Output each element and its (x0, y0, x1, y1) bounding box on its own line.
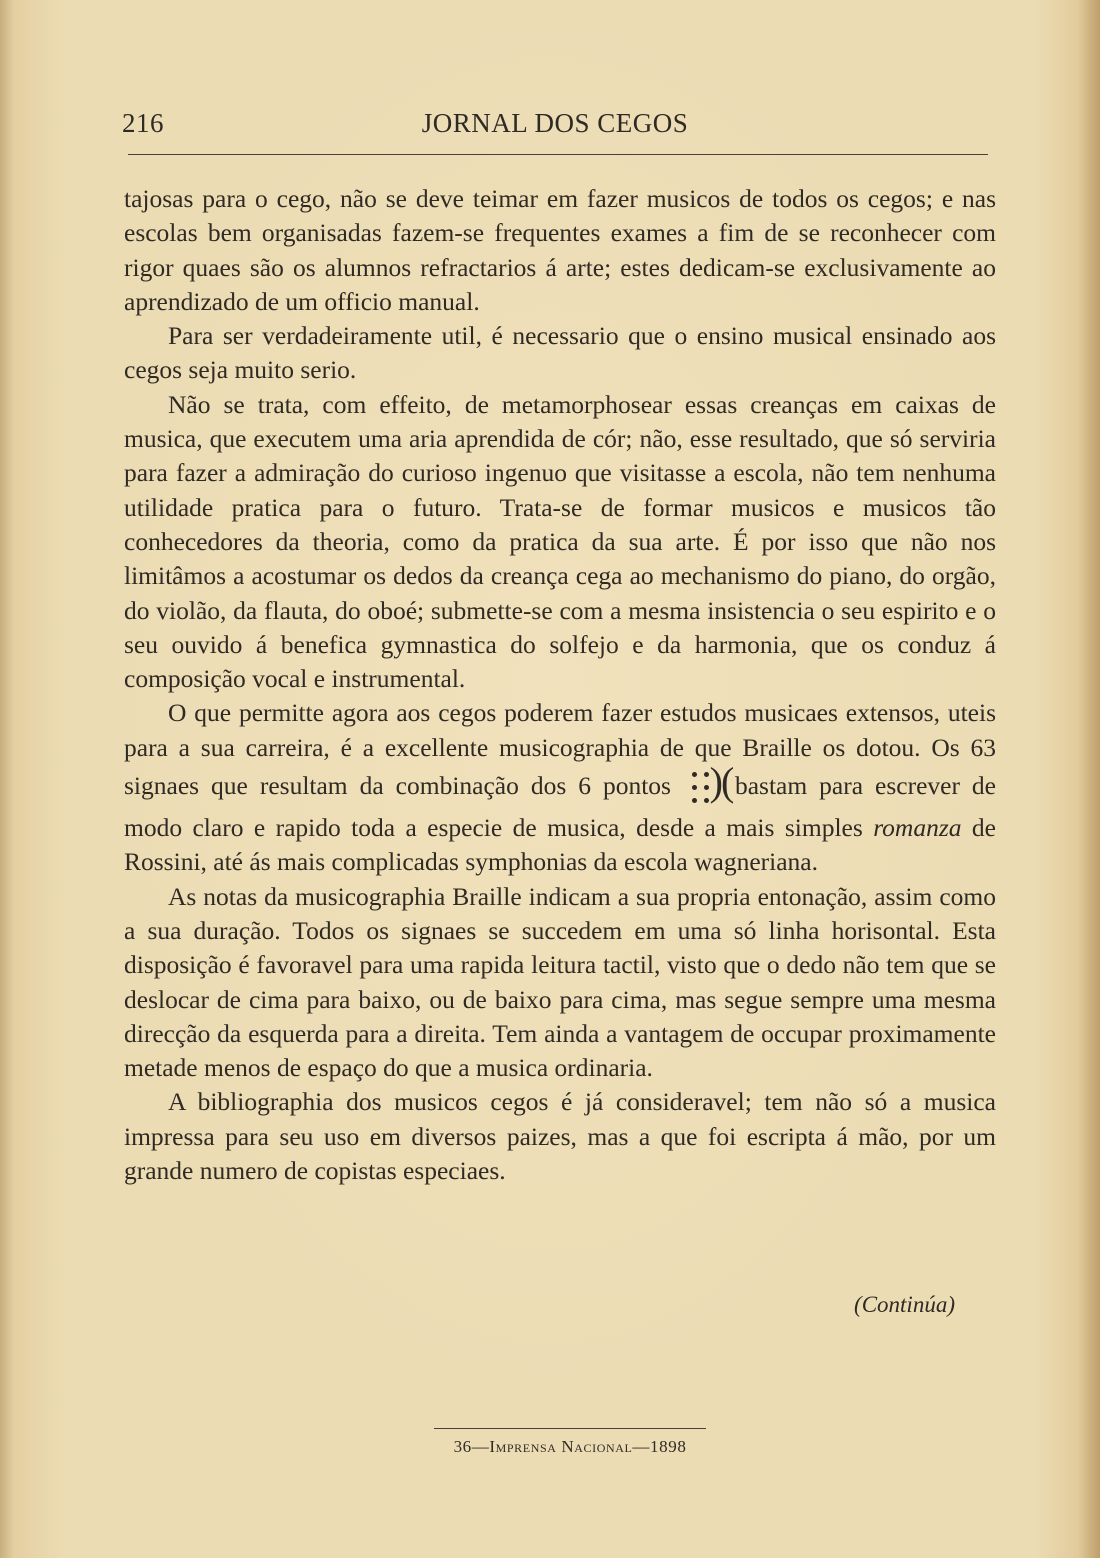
braille-right-paren: ) (709, 759, 723, 805)
paragraph-5: As notas da musicographia Braille indicam a sua propria entonação, assim como a sua duração. Todos os signaes se succedem em uma só linha horisontal. Esta disposição é favoravel para uma rapida leitura tactil, visto que o dedo não tem que se deslocar de cima para baixo, ou de baixo para cima, mas segue sempre uma mesma direcção da esquerda para a direita. Tem ainda a vantagem de occupar proximamente metade menos de espaço do que a musica ordinaria. (124, 881, 996, 1083)
paragraph-2: Para ser verdadeiramente util, é necessario que o ensino musical ensinado aos cegos seja muito serio. (124, 321, 996, 385)
page-number: 216 (122, 108, 164, 138)
running-title: JORNAL DOS CEGOS (421, 108, 689, 138)
paragraph-4-text-c: de Rossini, até ás mais complicadas symphonias da escola wagneriana. (124, 813, 996, 877)
paper-edge-left (0, 0, 14, 1558)
printer-imprint: 36—Imprensa Nacional—1898 (453, 1437, 687, 1456)
continued-note: (Continúa) (854, 1292, 955, 1317)
paragraph-4-text-a: O que permitte agora aos cegos poderem fazer estudos musicaes extensos, uteis para a sua carreira, é a excellente musicographia de que Braille os dotou. Os 63 signaes que resultam da combinação dos 6 pontos (124, 698, 996, 800)
paper-edge-right (1078, 0, 1100, 1558)
braille-six-dot-cell-icon (677, 759, 735, 811)
header-rule (128, 154, 988, 155)
paragraph-6: A bibliographia dos musicos cegos é já consideravel; tem não só a musica impressa para seu uso em diversos paizes, mas a que foi escripta á mão, por um grande numero de copistas especiaes. (124, 1087, 996, 1186)
braille-left-paren: ( (720, 759, 735, 805)
paragraph-1: tajosas para o cego, não se deve teimar em fazer musicos de todos os cegos; e nas escolas bem organisadas fazem-se frequentes exames a fim de se reconhecer com rigor quaes são os alumnos refractarios á arte; estes dedicam-se exclusivamente ao aprendizado de um officio manual. (124, 184, 996, 316)
footer-rule (434, 1428, 706, 1429)
article-body (124, 182, 996, 1188)
paragraph-4 (124, 696, 996, 879)
italic-romanza: romanza (873, 813, 962, 843)
paragraph-4-text-b: bastam para escrever de modo claro e rapido toda a especie de musica, desde a mais simples (124, 770, 997, 843)
page-header (122, 108, 988, 154)
paragraph-3: Não se trata, com effeito, de metamorphosear essas creanças em caixas de musica, que executem uma aria aprendida de cór; não, esse resultado, que só serviria para fazer a admiração do curioso ingenuo que visitasse a escola, não tem nenhuma utilidade pratica para o futuro. Trata-se de formar musicos e musicos tão conhecedores da theoria, como da pratica da sua arte. É por isso que não nos limitâmos a acostumar os dedos da creança cega ao mechanismo do piano, do orgão, do violão, da flauta, do oboé; submette-se com a mesma insistencia o seu espirito e o seu ouvido á benefica gymnastica do solfejo e da harmonia, que os conduz á composição vocal e instrumental. (124, 389, 996, 694)
